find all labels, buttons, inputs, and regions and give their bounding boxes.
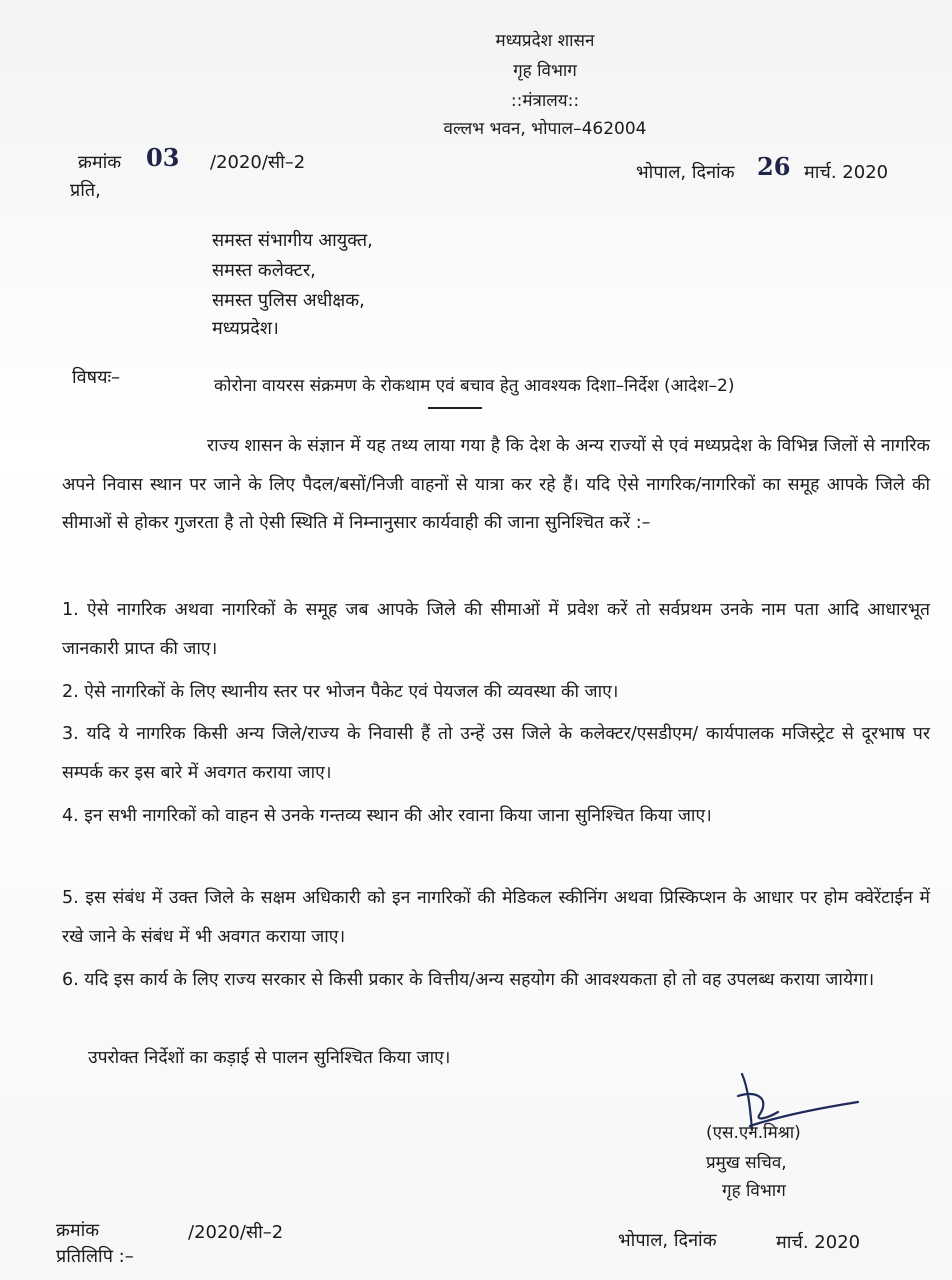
body-point-6: 6. यदि इस कार्य के लिए राज्य सरकार से किसी प्रकार के वित्तीय/अन्य सहयोग की आवश्यकता हो तो वह उपलब्ध कराया जायेगा।: [62, 970, 875, 990]
addressee-1: समस्त संभागीय आयुक्त,: [212, 230, 373, 251]
addressee-4: मध्यप्रदेश।: [212, 318, 279, 339]
letterhead-line-2: गृह विभाग: [513, 61, 577, 81]
ref-number-handwritten: 03: [146, 143, 180, 172]
signatory-department: गृह विभाग: [722, 1181, 786, 1201]
signatory-designation: प्रमुख सचिव,: [706, 1153, 787, 1173]
footer-pratilipi: प्रतिलिपि :–: [56, 1246, 134, 1267]
body-intro: राज्य शासन के संज्ञान में यह तथ्य लाया गया है कि देश के अन्य राज्यों से एवं मध्यप्रदेश के विभिन्न जिलों से नागरिक अपने निवास स्थान पर जाने के लिए पैदल/बसों/निजी वाहनों से यात्रा कर रहे हैं। यदि ऐसे नागरिक/नागरिकों का समूह आपके जिले की सीमाओं से होकर गुजरता है तो ऐसी स्थिति में निम्नानुसार कार्यवाही की जाना सुनिश्चित करें :–: [62, 436, 930, 533]
date-suffix: मार्च. 2020: [804, 162, 889, 183]
addressee-3: समस्त पुलिस अधीक्षक,: [212, 290, 365, 311]
subject-text: कोरोना वायरस संक्रमण के रोकथाम एवं बचाव हेतु आवश्यक दिशा–निर्देश (आदेश–2): [214, 376, 735, 396]
date-day-handwritten: 26: [757, 152, 791, 181]
subject-label: विषयः–: [72, 367, 121, 388]
date-prefix: भोपाल, दिनांक: [636, 162, 735, 183]
body-point-1: 1. ऐसे नागरिक अथवा नागरिकों के समूह जब आपके जिले की सीमाओं में प्रवेश करें तो सर्वप्रथम उनके नाम पता आदि आधारभूत जानकारी प्राप्त की जाए।: [62, 600, 930, 659]
body-point-3: 3. यदि ये नागरिक किसी अन्य जिले/राज्य के निवासी हैं तो उन्हें उस जिले के कलेक्टर/एसडीएम/ कार्यपालक मजिस्ट्रेट से दूरभाष पर सम्पर्क कर इस बारे में अवगत कराया जाए।: [62, 724, 930, 783]
footer-ref-label: क्रमांक: [56, 1220, 100, 1241]
footer-date-prefix: भोपाल, दिनांक: [618, 1230, 717, 1251]
ref-label: क्रमांक: [78, 152, 122, 173]
body-closing: उपरोक्त निर्देशों का कड़ाई से पालन सुनिश्चित किया जाए।: [88, 1048, 451, 1068]
signatory-name: (एस.एन.मिश्रा): [706, 1123, 801, 1143]
addressee-2: समस्त कलेक्टर,: [212, 260, 316, 281]
body-point-5: 5. इस संबंध में उक्त जिले के सक्षम अधिकारी को इन नागरिकों की मेडिकल स्कीनिंग अथवा प्रिस्किप्शन के आधार पर होम क्वेरेंटाईन में रखे जाने के संबंध में भी अवगत कराया जाए।: [62, 888, 930, 947]
letterhead-line-1: मध्यप्रदेश शासन: [495, 31, 595, 51]
footer-date-suffix: मार्च. 2020: [776, 1232, 861, 1253]
footer-ref-suffix: /2020/सी–2: [188, 1222, 284, 1243]
body-point-4: 4. इन सभी नागरिकों को वाहन से उनके गन्तव्य स्थान की ओर रवाना किया जाना सुनिश्चित किया जाए।: [62, 806, 712, 826]
ref-suffix: /2020/सी–2: [210, 152, 306, 173]
subject-underline: [428, 407, 482, 409]
prati-label: प्रति,: [70, 180, 101, 201]
letterhead-address: वल्लभ भवन, भोपाल–462004: [443, 119, 647, 139]
letterhead-line-3: ::मंत्रालय::: [510, 91, 580, 111]
body-point-2: 2. ऐसे नागरिकों के लिए स्थानीय स्तर पर भोजन पैकेट एवं पेयजल की व्यवस्था की जाए।: [62, 682, 619, 702]
